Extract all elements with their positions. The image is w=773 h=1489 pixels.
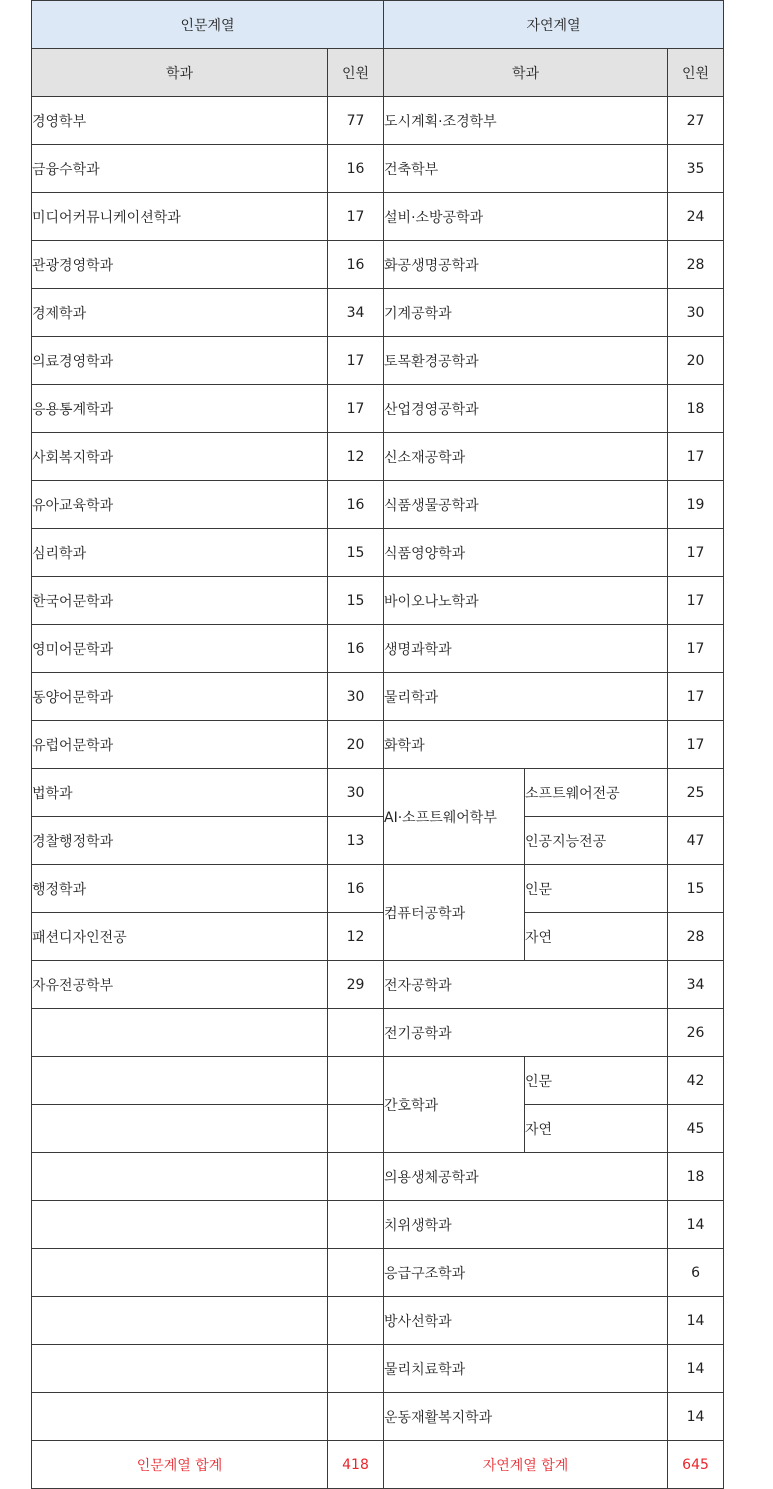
table-row: [32, 1009, 724, 1057]
science-major-count: 28: [668, 913, 724, 961]
science-dept-count: 18: [668, 1153, 724, 1201]
science-dept-count: 17: [668, 433, 724, 481]
humanities-empty-cell: [32, 1345, 328, 1393]
science-major-count: 15: [668, 865, 724, 913]
humanities-group-header: 인문계열: [32, 1, 384, 49]
table-row: [32, 1297, 724, 1345]
table-row: [32, 1057, 724, 1105]
science-dept-name: 컴퓨터공학과: [384, 865, 525, 961]
humanities-dept-count: 20: [328, 721, 384, 769]
science-dept-name: 화학과: [384, 721, 668, 769]
science-total-label: 자연계열 합계: [384, 1441, 668, 1489]
science-dept-count: 30: [668, 289, 724, 337]
table-row: [32, 97, 724, 145]
science-dept-name: 설비·소방공학과: [384, 193, 668, 241]
science-major-count: 47: [668, 817, 724, 865]
humanities-dept-count: 16: [328, 145, 384, 193]
humanities-empty-cell: [32, 1249, 328, 1297]
humanities-dept-count: 17: [328, 385, 384, 433]
table-row: [32, 865, 724, 913]
science-major-count: 42: [668, 1057, 724, 1105]
humanities-dept-name: 한국어문학과: [32, 577, 328, 625]
table-row: [32, 1249, 724, 1297]
science-dept-name: 건축학부: [384, 145, 668, 193]
humanities-empty-cell: [328, 1153, 384, 1201]
humanities-dept-name: 사회복지학과: [32, 433, 328, 481]
humanities-empty-cell: [328, 1345, 384, 1393]
humanities-empty-cell: [328, 1297, 384, 1345]
science-dept-count: 17: [668, 577, 724, 625]
table-row: [32, 625, 724, 673]
science-dept-count: 14: [668, 1393, 724, 1441]
humanities-dept-count: 15: [328, 529, 384, 577]
humanities-dept-count: 17: [328, 337, 384, 385]
table-row: [32, 433, 724, 481]
humanities-dept-name: 경제학과: [32, 289, 328, 337]
humanities-empty-cell: [328, 1057, 384, 1105]
humanities-empty-cell: [328, 1249, 384, 1297]
humanities-empty-cell: [328, 1009, 384, 1057]
science-dept-count: 17: [668, 625, 724, 673]
science-dept-name: 응급구조학과: [384, 1249, 668, 1297]
science-dept-count: 17: [668, 721, 724, 769]
science-major-count: 25: [668, 769, 724, 817]
table-row: [32, 193, 724, 241]
science-dept-count: 6: [668, 1249, 724, 1297]
table-row: [32, 961, 724, 1009]
science-dept-count: 18: [668, 385, 724, 433]
science-group-header: 자연계열: [384, 1, 724, 49]
humanities-dept-name: 경영학부: [32, 97, 328, 145]
table-row: [32, 337, 724, 385]
humanities-dept-count: 30: [328, 673, 384, 721]
science-dept-name: 기계공학과: [384, 289, 668, 337]
humanities-dept-count: 12: [328, 433, 384, 481]
humanities-dept-count: 30: [328, 769, 384, 817]
science-major-count: 45: [668, 1105, 724, 1153]
science-dept-count: 14: [668, 1345, 724, 1393]
science-dept-name: 물리학과: [384, 673, 668, 721]
humanities-total-value: 418: [328, 1441, 384, 1489]
science-dept-name: 치위생학과: [384, 1201, 668, 1249]
science-dept-count: 28: [668, 241, 724, 289]
science-dept-name: 운동재활복지학과: [384, 1393, 668, 1441]
table-row: [32, 817, 724, 865]
humanities-total-label: 인문계열 합계: [32, 1441, 328, 1489]
humanities-dept-name: 관광경영학과: [32, 241, 328, 289]
humanities-empty-cell: [32, 1057, 328, 1105]
humanities-dept-header: 학과: [32, 49, 328, 97]
science-dept-name: 화공생명공학과: [384, 241, 668, 289]
table-row: [32, 721, 724, 769]
table-row: [32, 1345, 724, 1393]
humanities-dept-count: 12: [328, 913, 384, 961]
science-dept-count: 34: [668, 961, 724, 1009]
table-row: [32, 529, 724, 577]
humanities-empty-cell: [328, 1393, 384, 1441]
science-dept-name: AI·소프트웨어학부: [384, 769, 525, 865]
humanities-dept-count: 17: [328, 193, 384, 241]
science-dept-name: 도시계획·조경학부: [384, 97, 668, 145]
humanities-empty-cell: [328, 1105, 384, 1153]
table-row: [32, 1393, 724, 1441]
science-major-name: 인문: [525, 865, 668, 913]
humanities-dept-name: 행정학과: [32, 865, 328, 913]
science-dept-count: 26: [668, 1009, 724, 1057]
science-dept-name: 생명과학과: [384, 625, 668, 673]
science-major-name: 소프트웨어전공: [525, 769, 668, 817]
science-dept-name: 바이오나노학과: [384, 577, 668, 625]
science-major-name: 인공지능전공: [525, 817, 668, 865]
science-dept-name: 간호학과: [384, 1057, 525, 1153]
humanities-dept-name: 법학과: [32, 769, 328, 817]
science-dept-count: 24: [668, 193, 724, 241]
science-dept-name: 전기공학과: [384, 1009, 668, 1057]
humanities-dept-count: 77: [328, 97, 384, 145]
totals-row: [32, 1441, 724, 1489]
table-row: [32, 481, 724, 529]
science-major-name: 자연: [525, 913, 668, 961]
table-row: [32, 241, 724, 289]
humanities-dept-count: 16: [328, 625, 384, 673]
science-dept-count: 17: [668, 529, 724, 577]
humanities-dept-count: 16: [328, 241, 384, 289]
humanities-dept-name: 패션디자인전공: [32, 913, 328, 961]
humanities-empty-cell: [32, 1105, 328, 1153]
science-dept-count: 14: [668, 1297, 724, 1345]
humanities-dept-count: 16: [328, 481, 384, 529]
humanities-dept-count: 29: [328, 961, 384, 1009]
science-dept-name: 신소재공학과: [384, 433, 668, 481]
humanities-dept-name: 자유전공학부: [32, 961, 328, 1009]
humanities-dept-count: 34: [328, 289, 384, 337]
science-dept-name: 방사선학과: [384, 1297, 668, 1345]
science-dept-name: 전자공학과: [384, 961, 668, 1009]
humanities-empty-cell: [32, 1201, 328, 1249]
humanities-dept-name: 유럽어문학과: [32, 721, 328, 769]
humanities-dept-name: 경찰행정학과: [32, 817, 328, 865]
humanities-dept-name: 영미어문학과: [32, 625, 328, 673]
table-row: [32, 145, 724, 193]
science-total-value: 645: [668, 1441, 724, 1489]
science-major-name: 자연: [525, 1105, 668, 1153]
humanities-count-header: 인원: [328, 49, 384, 97]
science-dept-name: 식품영양학과: [384, 529, 668, 577]
humanities-dept-name: 심리학과: [32, 529, 328, 577]
table-row: [32, 577, 724, 625]
science-dept-name: 산업경영공학과: [384, 385, 668, 433]
humanities-empty-cell: [32, 1393, 328, 1441]
column-header-row: [32, 49, 724, 97]
humanities-dept-name: 응용통계학과: [32, 385, 328, 433]
science-dept-count: 19: [668, 481, 724, 529]
humanities-empty-cell: [328, 1201, 384, 1249]
science-dept-count: 17: [668, 673, 724, 721]
humanities-dept-name: 금융수학과: [32, 145, 328, 193]
science-dept-name: 물리치료학과: [384, 1345, 668, 1393]
table-row: [32, 385, 724, 433]
science-count-header: 인원: [668, 49, 724, 97]
science-major-name: 인문: [525, 1057, 668, 1105]
table-row: [32, 289, 724, 337]
table-row: [32, 1153, 724, 1201]
humanities-dept-name: 의료경영학과: [32, 337, 328, 385]
quota-table-body: [32, 97, 724, 1441]
table-row: [32, 1201, 724, 1249]
group-header-row: [32, 1, 724, 49]
humanities-empty-cell: [32, 1297, 328, 1345]
humanities-dept-name: 동양어문학과: [32, 673, 328, 721]
science-dept-name: 토목환경공학과: [384, 337, 668, 385]
science-dept-name: 식품생물공학과: [384, 481, 668, 529]
science-dept-header: 학과: [384, 49, 668, 97]
science-dept-count: 20: [668, 337, 724, 385]
table-row: [32, 1105, 724, 1153]
table-row: [32, 673, 724, 721]
science-dept-name: 의용생체공학과: [384, 1153, 668, 1201]
admission-quota-table: [31, 0, 724, 1489]
table-row: [32, 913, 724, 961]
humanities-empty-cell: [32, 1009, 328, 1057]
humanities-empty-cell: [32, 1153, 328, 1201]
science-dept-count: 14: [668, 1201, 724, 1249]
humanities-dept-count: 16: [328, 865, 384, 913]
humanities-dept-name: 미디어커뮤니케이션학과: [32, 193, 328, 241]
humanities-dept-name: 유아교육학과: [32, 481, 328, 529]
table-row: [32, 769, 724, 817]
humanities-dept-count: 15: [328, 577, 384, 625]
science-dept-count: 35: [668, 145, 724, 193]
humanities-dept-count: 13: [328, 817, 384, 865]
science-dept-count: 27: [668, 97, 724, 145]
